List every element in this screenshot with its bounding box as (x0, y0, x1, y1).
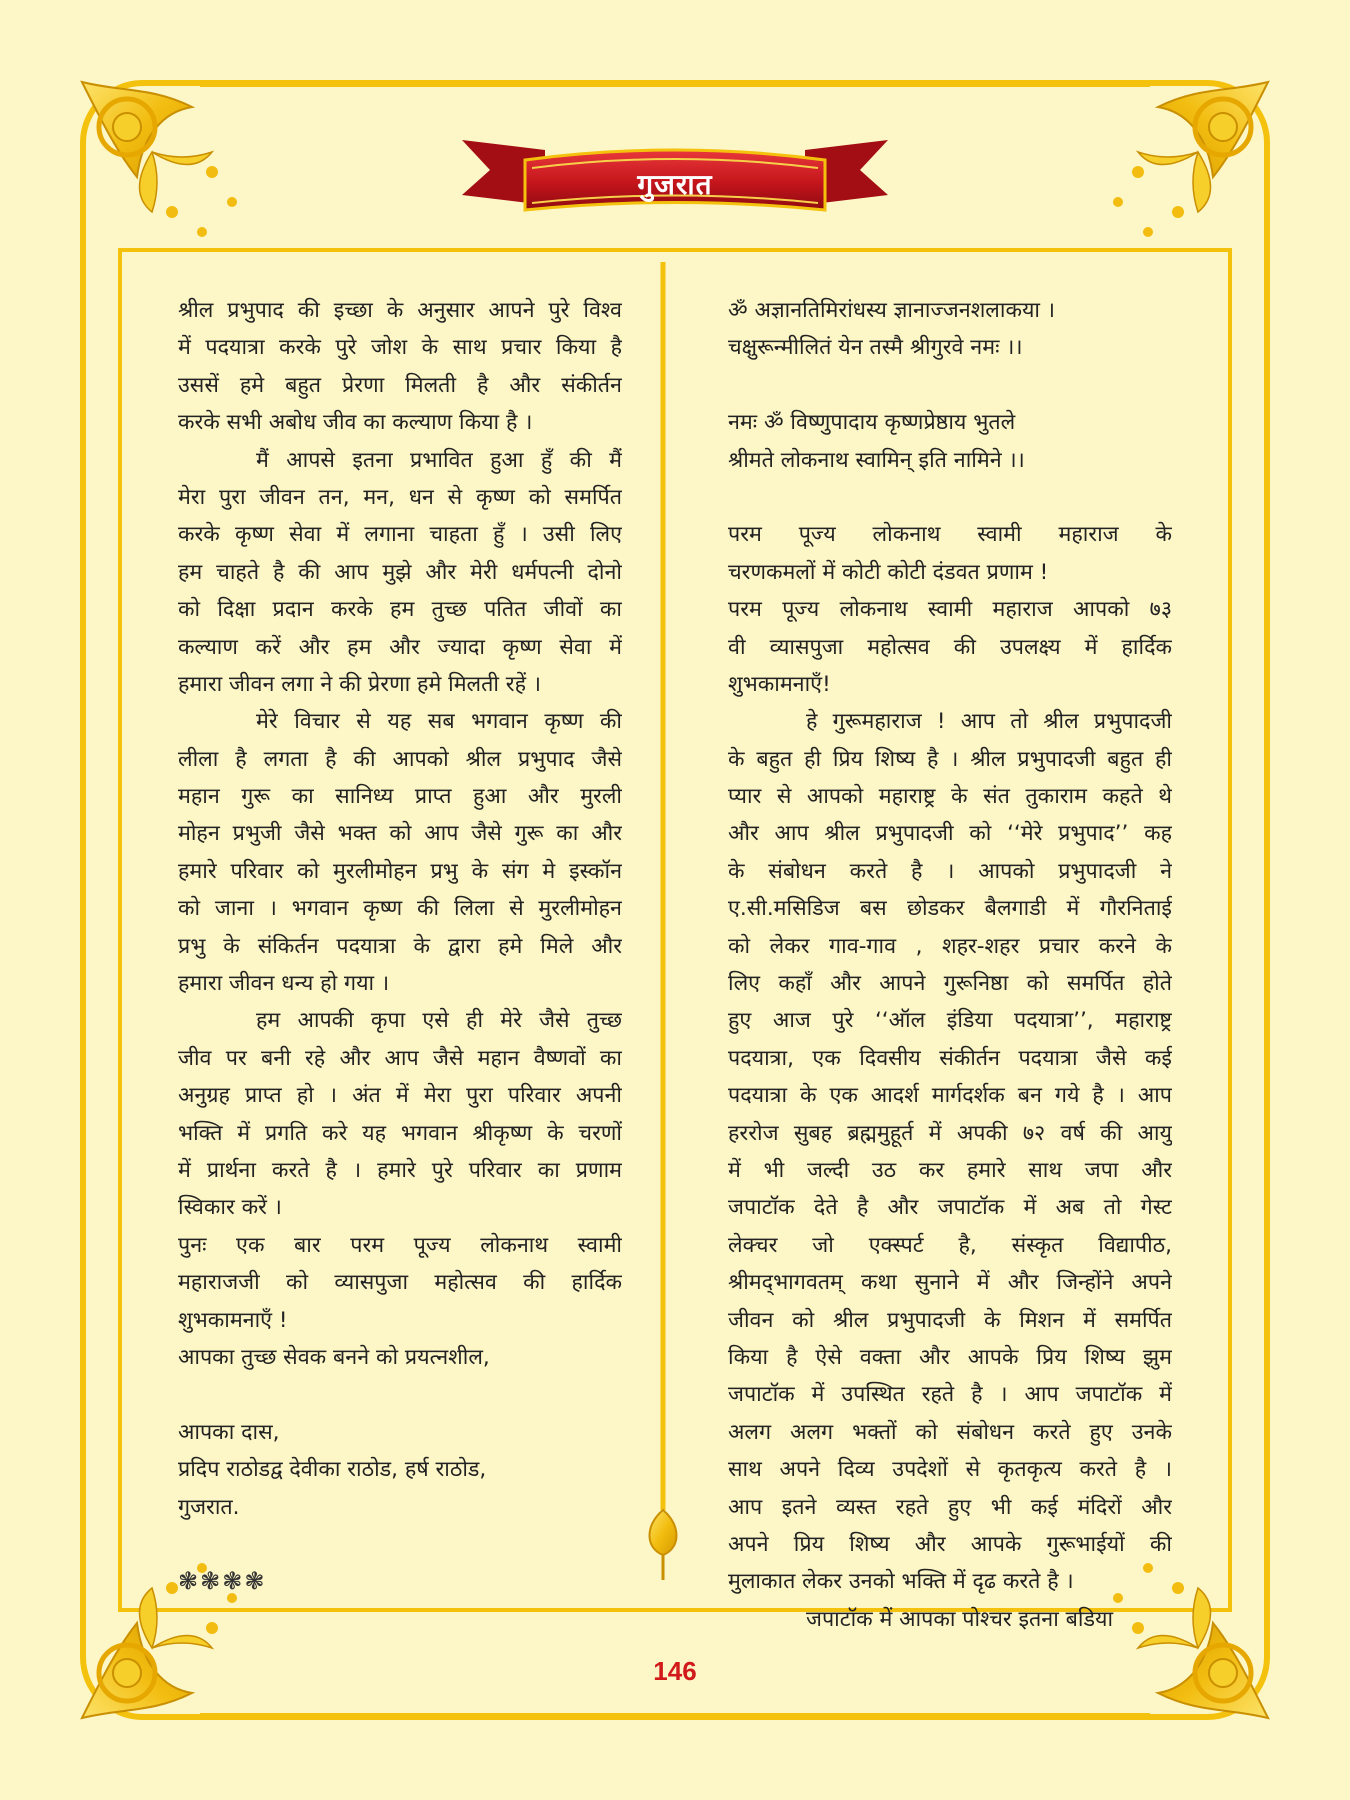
text-line: प्यार से आपको महाराष्ट्र के संत तुकाराम कहते थे (728, 784, 1172, 810)
text-line: पदयात्रा के एक आदर्श मार्गदर्शक बन गये है । आप (728, 1083, 1172, 1109)
text-line: हमारा जीवन धन्य हो गया । (178, 971, 390, 997)
text-line: हुए आज पुरे ‘‘ऑल इंडिया पदयात्रा’’, महाराष्ट्र (728, 1008, 1172, 1034)
text-line: लिए कहाँ और आपने गुरूनिष्ठा को समर्पित होते (728, 971, 1172, 997)
text-line: चरणकमलों में कोटी कोटी दंडवत प्रणाम ! (728, 559, 1049, 585)
right-column (728, 292, 1172, 1638)
text-line: श्रीमद्‌भागवतम् कथा सुनाने में और जिन्होंने अपने (728, 1270, 1172, 1296)
text-line: महान गुरू का सानिध्य प्राप्त हुआ और मुरली (178, 784, 622, 810)
text-line: शुभकामनाएँ ! (178, 1307, 288, 1333)
text-line: लीला है लगता है की आपको श्रील प्रभुपाद जैसे (178, 746, 622, 772)
corner-ornament-icon (82, 82, 237, 237)
section-title: गुजरात (637, 168, 713, 201)
text-line: पुनः एक बार परम पूज्य लोकनाथ स्वामी (178, 1232, 622, 1258)
text-line: जपाटॉक देते है और जपाटॉक में अब तो गेस्ट (728, 1195, 1172, 1221)
text-line: हमारा जीवन लगा ने की प्रेरणा हमे मिलती रहें । (178, 671, 541, 697)
text-line: पदयात्रा, एक दिवसीय संकीर्तन पदयात्रा जैसे कई (728, 1045, 1172, 1071)
text-line: जपाटॉक में उपस्थित रहते है । आप जपाटॉक में (728, 1382, 1172, 1408)
text-line: मोहन प्रभुजी जैसे भक्त को आप जैसे गुरू का और (178, 821, 622, 847)
text-line: को लेकर गाव-गाव , शहर-शहर प्रचार करने के (728, 933, 1172, 959)
text-line: हररोज सुबह ब्रह्ममुहूर्त में अपकी ७२ वर्ष की आयु (728, 1120, 1172, 1146)
section-banner (460, 125, 890, 235)
text-line: कल्याण करें और हम और ज्यादा कृष्ण सेवा में (178, 634, 622, 660)
text-line: हम आपकी कृपा एसे ही मेरे जैसे तुच्छ (256, 1008, 622, 1034)
text-line: के बहुत ही प्रिय शिष्य है । श्रील प्रभुपादजी बहुत ही (728, 746, 1172, 772)
text-line: परम पूज्य लोकनाथ स्वामी महाराज के (728, 522, 1172, 548)
text-line: के संबोधन करते है । आपको प्रभुपादजी ने (728, 858, 1172, 884)
blank-line (178, 1376, 622, 1413)
text-line: आप इतने व्यस्त रहते हुए भी कई मंदिरों और (728, 1494, 1172, 1520)
text-line: को दिक्षा प्रदान करके हम तुच्छ पतित जीवों का (178, 597, 622, 623)
text-line: में भी जल्दी उठ कर हमारे साथ जपा और (728, 1157, 1172, 1183)
text-line: हे गुरूमहाराज ! आप तो श्रील प्रभुपादजी (806, 709, 1172, 735)
text-line: श्रील प्रभुपाद की इच्छा के अनुसार आपने पुरे विश्व (178, 298, 622, 323)
page-number: 146 (653, 1656, 697, 1686)
text-line: प्रभु के संकिर्तन पदयात्रा के द्वारा हमे मिले और (178, 933, 622, 959)
blank-line (728, 367, 1172, 404)
text-line: करके सभी अबोध जीव का कल्याण किया है । (178, 410, 533, 436)
text-line: जीवन को श्रील प्रभुपादजी के मिशन में समर्पित (728, 1307, 1172, 1333)
text-line: आपका तुच्छ सेवक बनने को प्रयत्नशील, (178, 1344, 490, 1370)
text-line: उससें हमे बहुत प्रेरणा मिलती है और संकीर्तन (178, 372, 622, 398)
text-line: हम चाहते है की आप मुझे और मेरी धर्मपत्नी दोनो (178, 559, 622, 585)
text-line: वी व्यासपुजा महोत्सव की उपलक्ष्य में हार्दिक (728, 634, 1172, 660)
text-line: भक्ति में प्रगति करे यह भगवान श्रीकृष्ण के चरणों (178, 1120, 622, 1146)
text-line: मुलाकात लेकर उनको भक्ति में दृढ करते है । (728, 1569, 1074, 1595)
verse-line: चक्षुरून्मीलितं येन तस्मै श्रीगुरवे नमः ।। (728, 335, 1023, 361)
text-line: अनुग्रह प्राप्त हो । अंत में मेरा पुरा परिवार अपनी (178, 1083, 622, 1109)
end-stars: ❃❃❃❃ (178, 1567, 267, 1596)
verse-line: श्रीमते लोकनाथ स्वामिन् इति नामिने ।। (728, 447, 1025, 473)
text-line: प्रदिप राठोडद्व देवीका राठोड, हर्ष राठोड, (178, 1457, 487, 1483)
text-line: जपाटॉक में आपका पोश्चर इतना बडिया (806, 1606, 1114, 1632)
divider-drop-icon (650, 1510, 677, 1580)
text-line: जीव पर बनी रहे और आप जैसे महान वैष्णवों का (178, 1045, 622, 1071)
text-line: लेक्चर जो एक्स्पर्ट है, संस्कृत विद्यापीठ, (728, 1232, 1172, 1258)
blank-line (178, 1526, 622, 1563)
text-line: में पदयात्रा करके पुरे जोश के साथ प्रचार किया है (178, 335, 622, 361)
verse-line: ॐ अज्ञानतिमिरांधस्य ज्ञानाज्जनशलाकया । (728, 298, 1055, 323)
text-line: परम पूज्य लोकनाथ स्वामी महाराज आपको ७३ (728, 597, 1172, 623)
text-line: को जाना । भगवान कृष्ण की लिला से मुरलीमोहन (178, 896, 622, 922)
text-line: स्विकार करें । (178, 1195, 282, 1221)
text-line: अलग अलग भक्तों को संबोधन करते हुए उनके (728, 1419, 1172, 1445)
verse-line: नमः ॐ विष्णुपादाय कृष्णप्रेष्ठाय भुतले (728, 410, 1016, 436)
text-line: शुभकामनाएँ! (728, 671, 831, 697)
blank-line (728, 479, 1172, 516)
text-line: हमारे परिवार को मुरलीमोहन प्रभु के संग मे इस्कॉन (178, 858, 622, 884)
text-line: महाराजजी को व्यासपुजा महोत्सव की हार्दिक (178, 1270, 622, 1296)
text-line: करके कृष्ण सेवा में लगाना चाहता हुँ । उसी लिए (178, 522, 622, 548)
text-line: में प्रार्थना करते है । हमारे पुरे परिवार का प्रणाम (178, 1157, 622, 1183)
text-line: ए.सी.मसिडिज बस छोडकर बैलगाडी में गौरनिताई (728, 896, 1172, 922)
text-line: किया है ऐसे वक्ता और आपके प्रिय शिष्य झुम (728, 1344, 1172, 1370)
text-line: गुजरात. (178, 1494, 240, 1520)
text-line: और आप श्रील प्रभुपादजी को ‘‘मेरे प्रभुपाद’’ कह (728, 821, 1172, 847)
left-column (178, 292, 622, 1601)
corner-ornament-icon (1113, 82, 1268, 237)
text-line: मेरा पुरा जीवन तन, मन, धन से कृष्ण को समर्पित (178, 484, 622, 510)
text-line: साथ अपने दिव्य उपदेशों से कृतकृत्य करते है । (728, 1457, 1172, 1483)
text-line: मेरे विचार से यह सब भगवान कृष्ण की (256, 709, 622, 735)
text-line: मैं आपसे इतना प्रभावित हुआ हुँ की मैं (256, 447, 622, 473)
text-line: आपका दास, (178, 1419, 280, 1445)
text-line: अपने प्रिय शिष्य और आपके गुरूभाईयों की (728, 1531, 1172, 1557)
